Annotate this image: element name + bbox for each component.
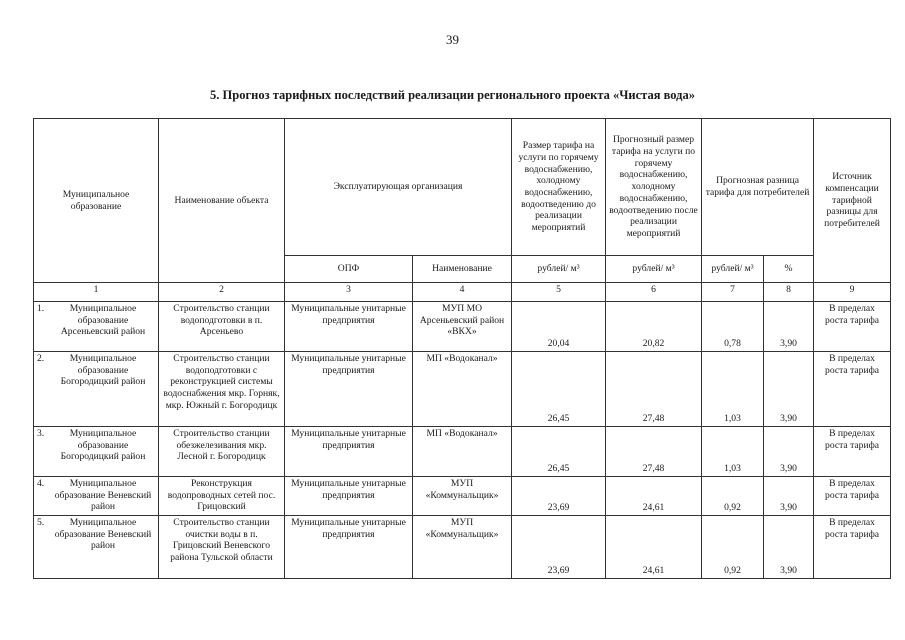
row-number: 2. — [37, 353, 45, 364]
org-cell: МУП МО Арсеньевский район «ВКХ» — [413, 302, 512, 352]
diff-rub-cell: 0,78 — [702, 302, 764, 352]
tariff-after-cell: 20,82 — [606, 302, 702, 352]
municipality-cell — [34, 352, 159, 427]
header-municipality: Муниципальное образование — [34, 119, 159, 283]
municipality-name: Муниципальное образование Веневский район — [54, 478, 152, 513]
diff-rub-cell: 0,92 — [702, 516, 764, 579]
row-number: 1. — [37, 303, 45, 314]
org-cell: МП «Водоканал» — [413, 352, 512, 427]
opf-cell: Муниципальные унитарные предприятия — [285, 352, 413, 427]
header-tariff-forecast: Прогнозный размер тарифа на услуги по горячему водоснабжению, холодному водоснабжению, водоотведению после реализации мероприятий — [606, 119, 702, 256]
header-unit-6: рублей/ м³ — [606, 256, 702, 283]
object-cell: Реконструкция водопроводных сетей пос. Грицовский — [159, 477, 285, 516]
header-unit-8: % — [764, 256, 814, 283]
col-number: 5 — [512, 283, 606, 302]
org-cell: МУП «Коммунальщик» — [413, 516, 512, 579]
diff-rub-cell: 1,03 — [702, 427, 764, 477]
row-number: 5. — [37, 517, 45, 528]
municipality-cell — [34, 516, 159, 579]
opf-cell: Муниципальные унитарные предприятия — [285, 302, 413, 352]
municipality-name: Муниципальное образование Арсеньевский район — [60, 303, 146, 338]
tariff-after-cell: 24,61 — [606, 516, 702, 579]
tariff-before-cell: 26,45 — [512, 352, 606, 427]
table-row — [34, 352, 891, 427]
org-cell: МП «Водоканал» — [413, 427, 512, 477]
table-row — [34, 477, 891, 516]
header-org-name: Наименование — [413, 256, 512, 283]
diff-pct-cell: 3,90 — [764, 302, 814, 352]
header-opf: ОПФ — [285, 256, 413, 283]
source-cell: В пределах роста тарифа — [814, 477, 891, 516]
col-number: 7 — [702, 283, 764, 302]
diff-pct-cell: 3,90 — [764, 352, 814, 427]
tariff-table — [33, 118, 891, 579]
municipality-name: Муниципальное образование Веневский район — [54, 517, 152, 552]
opf-cell: Муниципальные унитарные предприятия — [285, 516, 413, 579]
col-number: 1 — [34, 283, 159, 302]
col-number: 2 — [159, 283, 285, 302]
diff-pct-cell: 3,90 — [764, 477, 814, 516]
page-number: 39 — [446, 32, 459, 47]
header-tariff-current: Размер тарифа на услуги по горячему водоснабжению, холодному водоснабжению, водоотведению до реализации мероприятий — [512, 119, 606, 256]
diff-rub-cell: 1,03 — [702, 352, 764, 427]
opf-cell: Муниципальные унитарные предприятия — [285, 427, 413, 477]
column-number-row — [34, 283, 891, 302]
col-number: 4 — [413, 283, 512, 302]
header-difference: Прогнозная разница тарифа для потребителей — [702, 119, 814, 256]
source-cell: В пределах роста тарифа — [814, 427, 891, 477]
header-unit-7: рублей/ м³ — [702, 256, 764, 283]
header-unit-5: рублей/ м³ — [512, 256, 606, 283]
source-cell: В пределах роста тарифа — [814, 352, 891, 427]
col-number: 6 — [606, 283, 702, 302]
opf-cell: Муниципальные унитарные предприятия — [285, 477, 413, 516]
object-cell: Строительство станции очистки воды в п. Грицовский Веневского района Тульской области — [159, 516, 285, 579]
col-number: 3 — [285, 283, 413, 302]
col-number: 9 — [814, 283, 891, 302]
object-cell: Строительство станции водоподготовки с реконструкцией системы водоснабжения мкр. Горняк, мкр. Южный г. Богородицк — [159, 352, 285, 427]
col-number: 8 — [764, 283, 814, 302]
tariff-after-cell: 27,48 — [606, 427, 702, 477]
tariff-after-cell: 27,48 — [606, 352, 702, 427]
header-source: Источник компенсации тарифной разницы для потребителей — [814, 119, 891, 283]
municipality-cell — [34, 427, 159, 477]
tariff-after-cell: 24,61 — [606, 477, 702, 516]
tariff-before-cell: 26,45 — [512, 427, 606, 477]
row-number: 3. — [37, 428, 45, 439]
diff-rub-cell: 0,92 — [702, 477, 764, 516]
section-title: 5. Прогноз тарифных последствий реализации регионального проекта «Чистая вода» — [210, 88, 695, 102]
municipality-cell — [34, 302, 159, 352]
org-cell: МУП «Коммунальщик» — [413, 477, 512, 516]
tariff-before-cell: 23,69 — [512, 516, 606, 579]
header-operator: Эксплуатирующая организация — [285, 119, 512, 256]
diff-pct-cell: 3,90 — [764, 427, 814, 477]
object-cell: Строительство станции обезжелезивания мкр. Лесной г. Богородицк — [159, 427, 285, 477]
source-cell: В пределах роста тарифа — [814, 516, 891, 579]
diff-pct-cell: 3,90 — [764, 516, 814, 579]
source-cell: В пределах роста тарифа — [814, 302, 891, 352]
table-row — [34, 302, 891, 352]
municipality-cell — [34, 477, 159, 516]
municipality-name: Муниципальное образование Богородицкий район — [60, 353, 146, 388]
row-number: 4. — [37, 478, 45, 489]
table-row — [34, 427, 891, 477]
municipality-name: Муниципальное образование Богородицкий район — [60, 428, 146, 463]
tariff-before-cell: 20,04 — [512, 302, 606, 352]
tariff-before-cell: 23,69 — [512, 477, 606, 516]
table-row — [34, 516, 891, 579]
header-row-1 — [34, 119, 891, 256]
header-object: Наименование объекта — [159, 119, 285, 283]
object-cell: Строительство станции водоподготовки в п. Арсеньево — [159, 302, 285, 352]
